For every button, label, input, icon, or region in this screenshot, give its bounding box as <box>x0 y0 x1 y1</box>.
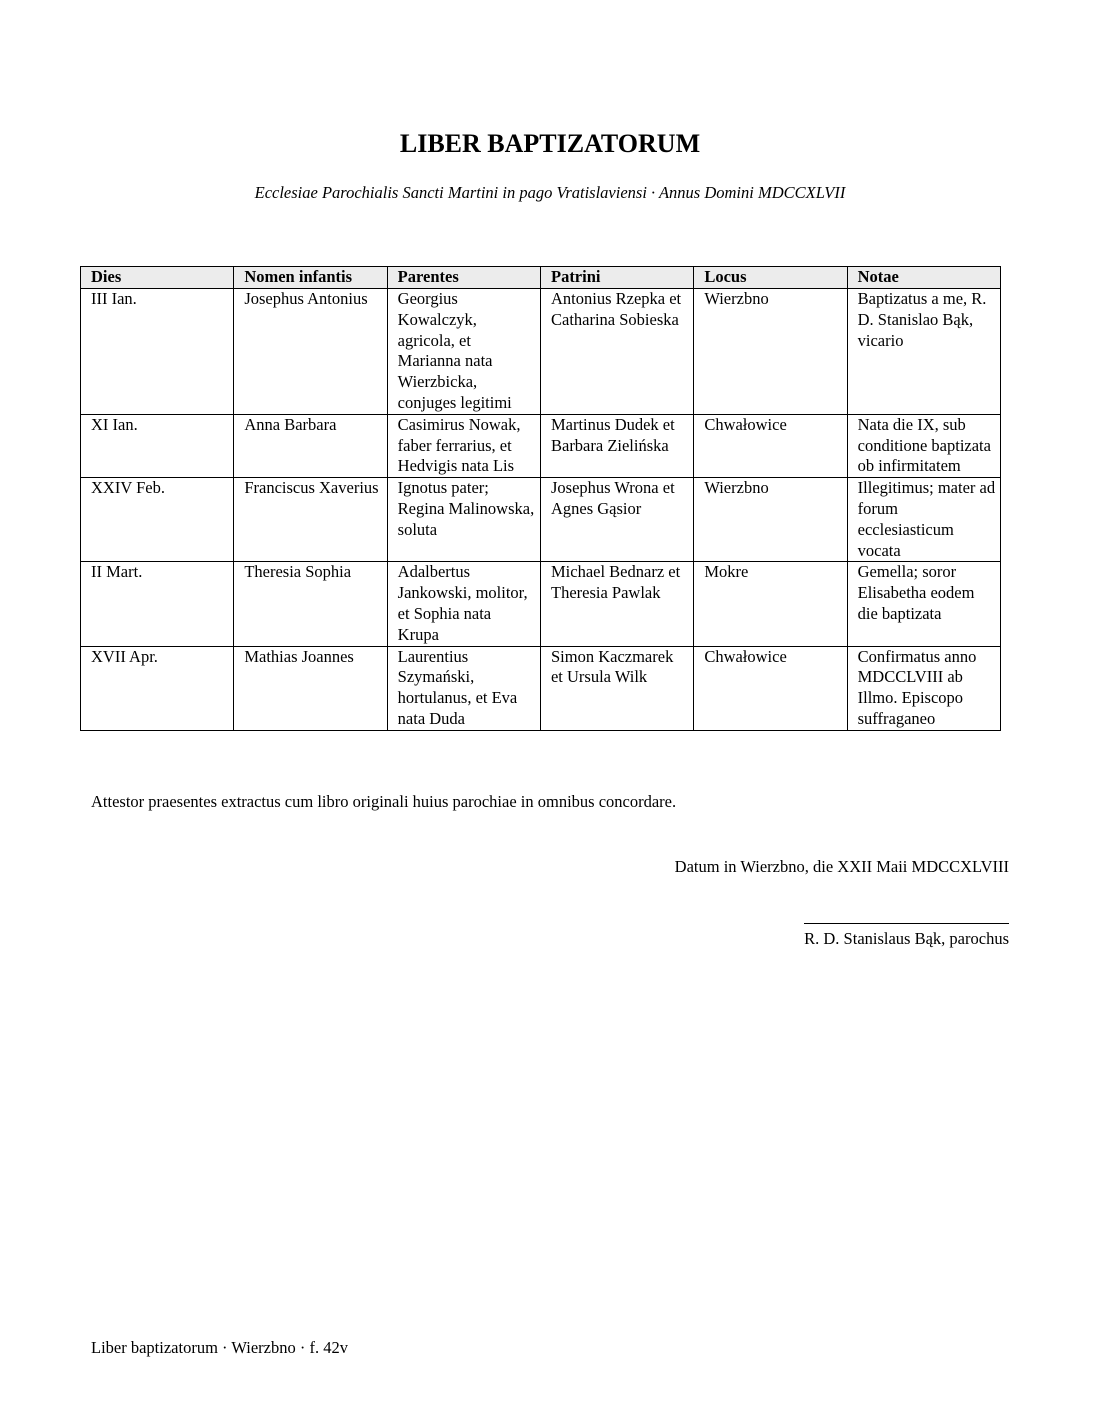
cell-nomen-infantis: Josephus Antonius <box>234 289 387 415</box>
cell-locus: Wierzbno <box>694 289 847 415</box>
table-header-row <box>81 267 1001 289</box>
attestation-text: Attestor praesentes extractus cum libro originali huius parochiae in omnibus concordare. <box>91 792 677 811</box>
cell-notae: Baptizatus a me, R. D. Stanislao Bąk, vicario <box>847 289 1000 415</box>
column-header-notae: Notae <box>847 267 1000 289</box>
cell-dies: XVII Apr. <box>81 646 234 730</box>
cell-notae: Gemella; soror Elisabetha eodem die baptizata <box>847 562 1000 646</box>
column-header-locus: Locus <box>694 267 847 289</box>
column-header-parentes: Parentes <box>387 267 540 289</box>
cell-dies: XI Ian. <box>81 414 234 477</box>
cell-patrini: Martinus Dudek et Barbara Zielińska <box>540 414 693 477</box>
column-header-patrini: Patrini <box>540 267 693 289</box>
cell-dies: XXIV Feb. <box>81 478 234 562</box>
cell-nomen-infantis: Anna Barbara <box>234 414 387 477</box>
cell-nomen-infantis: Theresia Sophia <box>234 562 387 646</box>
cell-parentes: Georgius Kowalczyk, agricola, et Marianna nata Wierzbicka, conjuges legitimi <box>387 289 540 415</box>
cell-notae: Confirmatus anno MDCCLVIII ab Illmo. Episcopo suffraganeo <box>847 646 1000 730</box>
table-row <box>81 646 1001 730</box>
page-subtitle: Ecclesiae Parochialis Sancti Martini in pago Vratislaviensi · Annus Domini MDCCXLVII <box>254 183 846 202</box>
cell-patrini: Josephus Wrona et Agnes Gąsior <box>540 478 693 562</box>
cell-notae: Illegitimus; mater ad forum ecclesiasticum vocata <box>847 478 1000 562</box>
dating-line: Datum in Wierzbno, die XXII Maii MDCCXLVIII <box>674 857 1009 876</box>
cell-locus: Chwałowice <box>694 414 847 477</box>
cell-notae: Nata die IX, sub conditione baptizata ob infirmitatem <box>847 414 1000 477</box>
table-row <box>81 414 1001 477</box>
cell-patrini: Michael Bednarz et Theresia Pawlak <box>540 562 693 646</box>
cell-locus: Wierzbno <box>694 478 847 562</box>
baptism-register-table <box>80 266 1001 731</box>
cell-locus: Mokre <box>694 562 847 646</box>
cell-nomen-infantis: Mathias Joannes <box>234 646 387 730</box>
cell-parentes: Casimirus Nowak, faber ferrarius, et Hedvigis nata Lis <box>387 414 540 477</box>
table-row <box>81 562 1001 646</box>
cell-patrini: Simon Kaczmarek et Ursula Wilk <box>540 646 693 730</box>
table-row <box>81 289 1001 415</box>
cell-nomen-infantis: Franciscus Xaverius <box>234 478 387 562</box>
cell-patrini: Antonius Rzepka et Catharina Sobieska <box>540 289 693 415</box>
table-row <box>81 478 1001 562</box>
signature-line <box>804 923 1009 924</box>
cell-locus: Chwałowice <box>694 646 847 730</box>
cell-parentes: Laurentius Szymański, hortulanus, et Eva nata Duda <box>387 646 540 730</box>
cell-dies: II Mart. <box>81 562 234 646</box>
cell-parentes: Adalbertus Jankowski, molitor, et Sophia nata Krupa <box>387 562 540 646</box>
column-header-dies: Dies <box>81 267 234 289</box>
signatory-name: R. D. Stanislaus Bąk, parochus <box>804 929 1009 948</box>
page-title: LIBER BAPTIZATORUM <box>399 129 701 158</box>
column-header-nomen-infantis: Nomen infantis <box>234 267 387 289</box>
page-footer: Liber baptizatorum · Wierzbno · f. 42v <box>91 1338 348 1357</box>
cell-parentes: Ignotus pater; Regina Malinowska, soluta <box>387 478 540 562</box>
cell-dies: III Ian. <box>81 289 234 415</box>
